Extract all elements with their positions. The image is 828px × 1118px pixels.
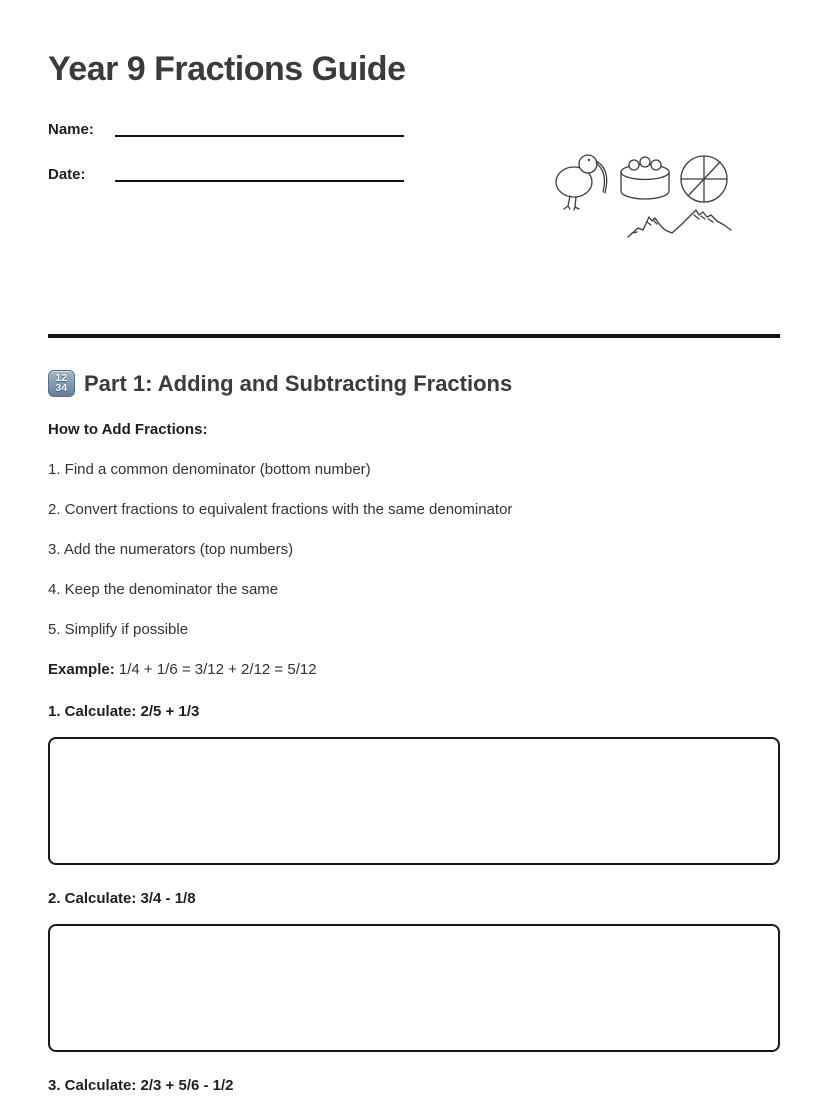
- problem-3-label: 3. Calculate: 2/3 + 5/6 - 1/2: [48, 1076, 234, 1094]
- answer-box-1[interactable]: [48, 737, 780, 865]
- kiwi-bird-icon: [556, 155, 607, 210]
- step-4: 4. Keep the denominator the same: [48, 580, 279, 598]
- icon-digits-top: 12: [55, 372, 68, 384]
- section-divider: [48, 334, 780, 338]
- date-input-line[interactable]: [115, 180, 404, 182]
- fraction-circle-icon: [681, 156, 727, 202]
- example-text: 1/4 + 1/6 = 3/12 + 2/12 = 5/12: [118, 660, 317, 678]
- name-field-row: [48, 117, 780, 138]
- step-2: 2. Convert fractions to equivalent fractions with the same denominator: [48, 500, 513, 518]
- example-label: Example:: [48, 660, 115, 678]
- step-5: 5. Simplify if possible: [48, 620, 189, 638]
- name-label: Name:: [48, 120, 94, 138]
- problem-1-label: 1. Calculate: 2/5 + 1/3: [48, 702, 200, 720]
- example-line: [48, 662, 780, 678]
- name-input-line[interactable]: [115, 135, 404, 137]
- problem-2-label: 2. Calculate: 3/4 - 1/8: [48, 889, 196, 907]
- date-label: Date:: [48, 165, 86, 183]
- part1-heading: [48, 370, 780, 398]
- input-numbers-icon: [48, 370, 75, 397]
- answer-box-2[interactable]: [48, 924, 780, 1052]
- pavlova-cake-icon: [621, 157, 669, 199]
- header-illustrations: [548, 146, 733, 241]
- icon-digits-bottom: 34: [55, 382, 68, 394]
- how-to-heading: How to Add Fractions:: [48, 420, 208, 438]
- part1-heading-text: Part 1: Adding and Subtracting Fractions: [84, 370, 513, 396]
- page-title: Year 9 Fractions Guide: [48, 50, 406, 88]
- step-1: 1. Find a common denominator (bottom number): [48, 460, 371, 478]
- mountains-icon: [628, 210, 731, 237]
- step-3: 3. Add the numerators (top numbers): [48, 540, 294, 558]
